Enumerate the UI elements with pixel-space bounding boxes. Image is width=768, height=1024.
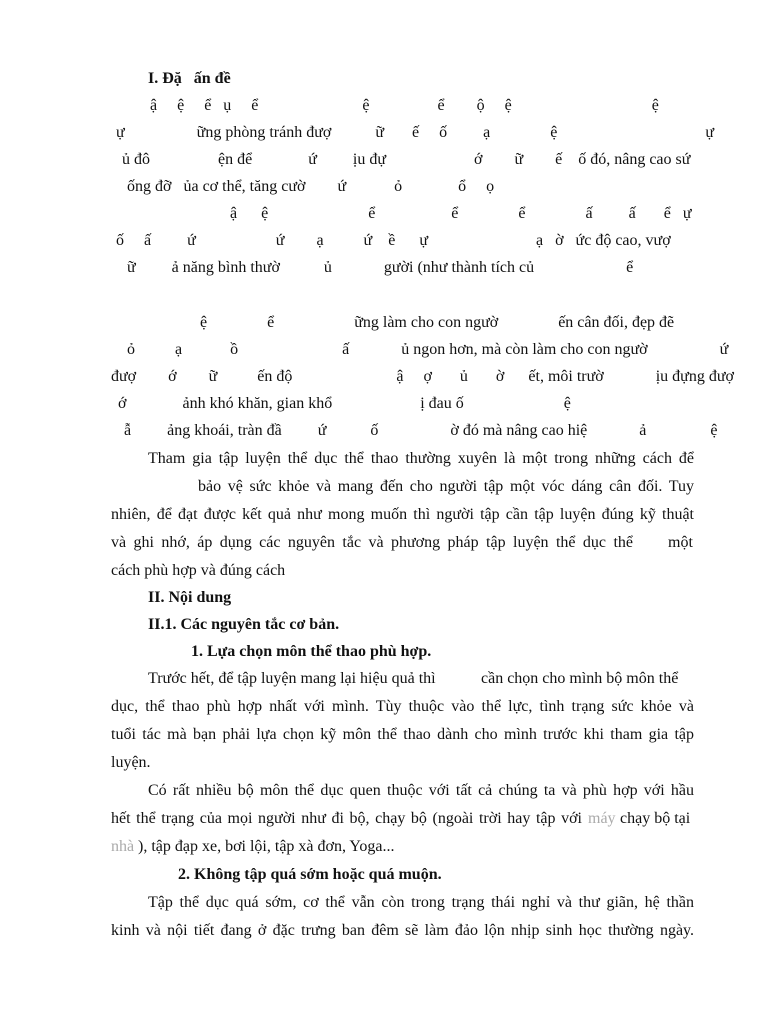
paragraph-line: dục, thể thao phù hợp nhất với mình. Tùy thuộc vào thể lực, tình trạng sức khỏe và: [111, 698, 694, 715]
paragraph-line: Trước hết, để tập luyện mang lại hiệu quả thì: [148, 670, 436, 687]
paragraph-line: cách phù hợp và đúng cách: [111, 562, 286, 579]
garbled-text-line: ậ ệ ể ụ ể ệ ể ộ ệ ệ: [150, 97, 659, 114]
paragraph-line: Có rất nhiều bộ môn thể dục quen thuộc với tất cả chúng ta và phù hợp với hầu: [148, 782, 694, 799]
garbled-text-line: ự ững phòng tránh đượ ữ ế ố ạ ệ ự: [116, 124, 714, 141]
paragraph-line: cần chọn cho mình bộ môn thể: [481, 670, 679, 687]
paragraph-line: hết thể trạng của mọi người như đi bộ, chạy bộ (ngoài trời hay tập với: [111, 810, 582, 827]
garbled-text-line: ẫ ảng khoái, tràn đầ ứ ố ờ đó mà nâng cao hiệ ả ệ: [124, 422, 718, 439]
garbled-text-line: ớ ảnh khó khăn, gian khổ ị đau ố ệ: [118, 395, 571, 412]
paragraph-line: và ghi nhớ, áp dụng các nguyên tắc và phương pháp tập luyện thể dục thể: [111, 534, 633, 551]
home-link[interactable]: nhà: [111, 838, 135, 855]
garbled-text-line: đượ ớ ữ ến độ ậ ợ ủ ờ ết, môi trườ ịu đựng đượ: [111, 368, 734, 385]
garbled-text-line: ố ấ ứ ứ ạ ứ ề ự ạ ờ ức độ cao, vượ: [116, 232, 671, 249]
paragraph-line: bảo vệ sức khỏe và mang đến cho người tập một vóc dáng cân đối. Tuy: [198, 478, 694, 495]
paragraph-line: luyện.: [111, 754, 151, 771]
paragraph-line: chạy bộ tại: [620, 810, 691, 827]
paragraph-line: tuổi tác mà bạn phải lựa chọn kỹ môn thể thao dành cho mình trước khi tham gia tập: [111, 726, 694, 743]
heading-problem-statement: I. Đặ ấn đề: [148, 70, 231, 87]
garbled-text-line: ỏ ạ ồ ấ ủ ngon hơn, mà còn làm cho con ngườ ứ: [127, 341, 729, 358]
paragraph-line: Tham gia tập luyện thể dục thể thao thường xuyên là một trong những cách để: [148, 450, 694, 467]
garbled-text-line: ậ ệ ể ể ể ấ ấ ể ự: [230, 205, 692, 222]
heading-content: II. Nội dung: [148, 589, 232, 606]
garbled-text-line: ống đỡ ủa cơ thể, tăng cườ ứ ỏ ổ ọ: [127, 178, 495, 195]
subheading-not-too-early-or-late: 2. Không tập quá sớm hoặc quá muộn.: [178, 866, 442, 883]
treadmill-link[interactable]: máy: [588, 810, 616, 827]
paragraph-line: ), tập đạp xe, bơi lội, tập xà đơn, Yoga...: [138, 838, 395, 855]
garbled-text-line: ủ đô ện để ứ ịu đự ớ ữ ế ố đó, nâng cao sứ: [122, 151, 691, 168]
paragraph-line-end: một: [668, 534, 693, 551]
heading-basic-principles: II.1. Các nguyên tắc cơ bản.: [148, 616, 340, 633]
garbled-text-line: ệ ể ững làm cho con ngườ ến cân đối, đẹp đẽ: [200, 314, 675, 331]
paragraph-line: Tập thể dục quá sớm, cơ thể vẫn còn trong trạng thái nghỉ và thư giãn, hệ thần: [148, 894, 694, 911]
subheading-choose-sport: 1. Lựa chọn môn thể thao phù hợp.: [191, 643, 432, 660]
paragraph-line: kinh và nội tiết đang ở đặc trưng ban đêm sẽ làm đảo lộn nhịp sinh học thường ngày.: [111, 922, 694, 939]
paragraph-line: nhiên, để đạt được kết quả như mong muốn thì người tập cần tập luyện đúng kỹ thuật: [111, 506, 694, 523]
garbled-text-line: ữ ả năng bình thườ ủ gười (như thành tích củ ể: [127, 259, 634, 276]
